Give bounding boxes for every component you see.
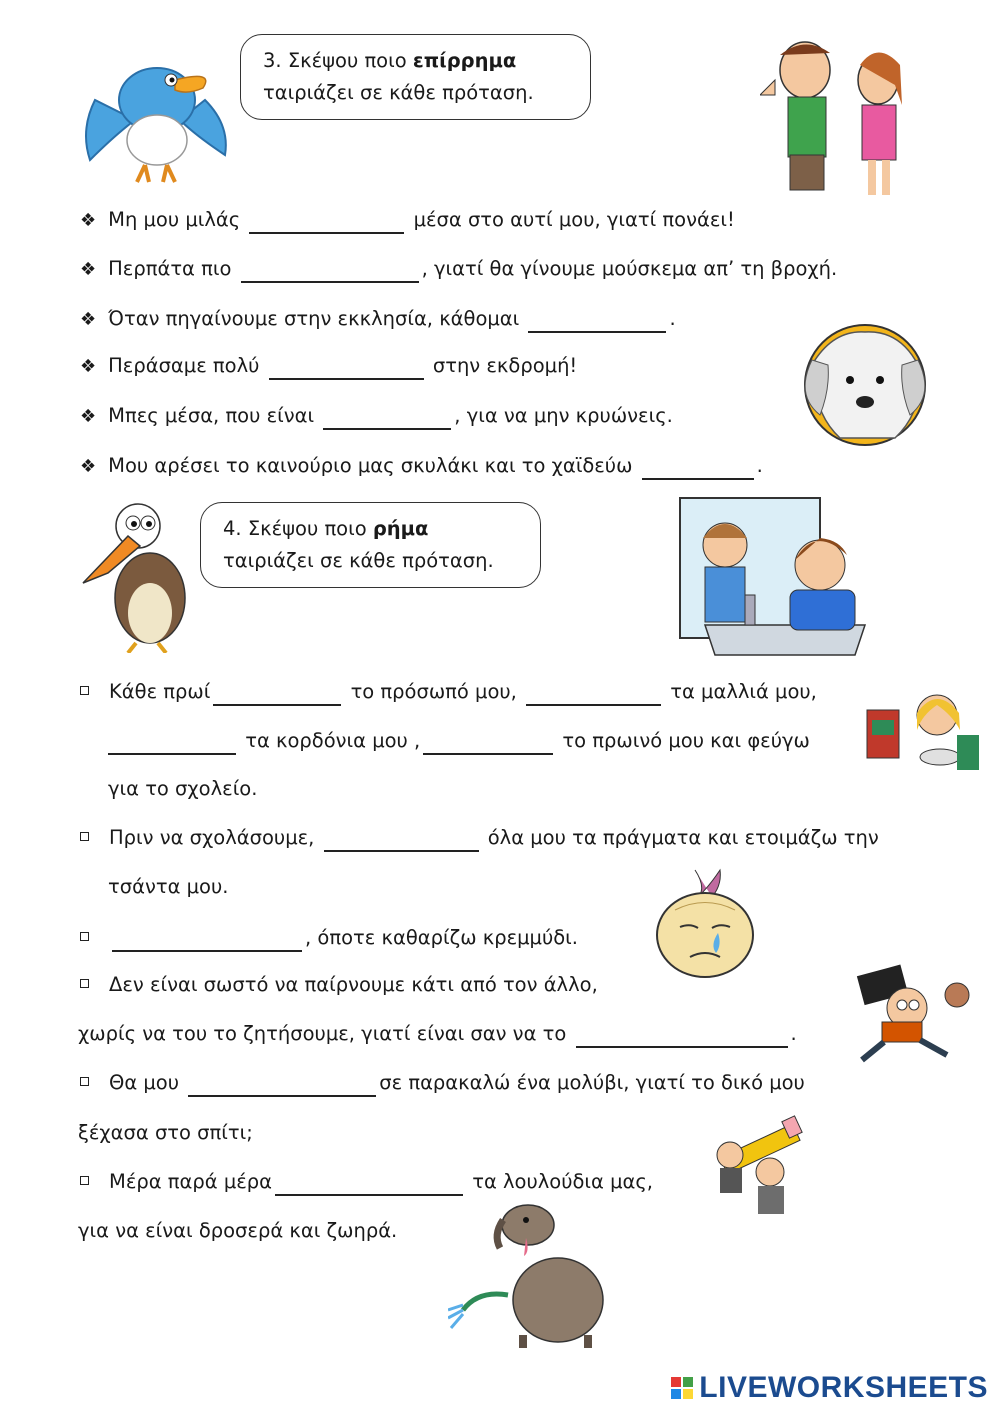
exercise-3-text-line2: ταιριάζει σε κάθε πρόταση. xyxy=(263,81,534,104)
answer-field[interactable] xyxy=(249,210,404,234)
square-bullet-icon xyxy=(80,932,89,941)
answer-field[interactable] xyxy=(275,1172,463,1196)
answer-field[interactable] xyxy=(108,731,236,755)
exercise-3-item: ❖ Μπες μέσα, που είναι , για να μην κρυώνεις. xyxy=(80,403,673,430)
exercise-4-number: 4. xyxy=(223,517,242,540)
exercise-4-item-continued: χωρίς να του το ζητήσουμε, γιατί είναι σαν να το . xyxy=(78,1021,797,1048)
bird-illustration xyxy=(75,40,235,190)
square-bullet-icon xyxy=(80,1176,89,1185)
square-bullet-icon xyxy=(80,832,89,841)
answer-field[interactable] xyxy=(241,259,419,283)
answer-field[interactable] xyxy=(528,309,666,333)
exercise-4-item: Μέρα παρά μέρα τα λουλούδια μας, xyxy=(80,1169,653,1196)
answer-field[interactable] xyxy=(526,682,661,706)
pelican-illustration xyxy=(78,498,208,653)
exercise-3-keyword: επίρρημα xyxy=(412,49,517,72)
pencil-people-illustration xyxy=(700,1110,810,1215)
answer-field[interactable] xyxy=(188,1073,376,1097)
answer-field[interactable] xyxy=(323,406,451,430)
ear-whisper-illustration xyxy=(760,35,940,200)
diamond-bullet-icon: ❖ xyxy=(80,259,97,280)
exercise-4-item: Θα μου σε παρακαλώ ένα μολύβι, γιατί το δικό μου xyxy=(80,1070,805,1097)
exercise-3-text: Σκέψου ποιο xyxy=(287,49,407,72)
answer-field[interactable] xyxy=(269,356,424,380)
exercise-3-instruction-bubble xyxy=(240,34,591,120)
exercise-4-item-continued: τα κορδόνια μου , το πρωινό μου και φεύγω xyxy=(105,728,810,755)
boy-washing-face-illustration xyxy=(665,490,885,665)
dog-watering-plants-illustration xyxy=(448,1200,618,1350)
liveworksheets-logo-text: LIVEWORKSHEETS xyxy=(699,1371,988,1404)
exercise-4-item-continued: για το σχολείο. xyxy=(108,777,258,800)
answer-field[interactable] xyxy=(324,828,479,852)
dog-illustration xyxy=(790,320,940,450)
exercise-4-item-continued: τσάντα μου. xyxy=(108,875,229,898)
diamond-bullet-icon: ❖ xyxy=(80,456,97,477)
exercise-3-item: ❖ Περάσαμε πολύ στην εκδρομή! xyxy=(80,353,577,380)
exercise-4-item: Πριν να σχολάσουμε, όλα μου τα πράγματα και ετοιμάζω την xyxy=(80,825,879,852)
liveworksheets-logo[interactable] xyxy=(671,1371,988,1405)
exercise-4-text: Σκέψου ποιο xyxy=(247,517,367,540)
exercise-4-text-line2: ταιριάζει σε κάθε πρόταση. xyxy=(223,549,494,572)
square-bullet-icon xyxy=(80,979,89,988)
exercise-3-item: ❖ Μου αρέσει το καινούριο μας σκυλάκι και το χαϊδεύω . xyxy=(80,453,763,480)
answer-field[interactable] xyxy=(213,682,341,706)
exercise-3-item: ❖ Περπάτα πιο , γιατί θα γίνουμε μούσκεμα απ’ τη βροχή. xyxy=(80,256,837,283)
exercise-3-item: ❖ Όταν πηγαίνουμε στην εκκλησία, κάθομαι . xyxy=(80,306,676,333)
exercise-4-item-continued: ξέχασα στο σπίτι; xyxy=(78,1121,253,1144)
exercise-4-item: , όποτε καθαρίζω κρεμμύδι. xyxy=(80,925,578,952)
square-bullet-icon xyxy=(80,1077,89,1086)
exercise-4-instruction-bubble xyxy=(200,502,541,588)
diamond-bullet-icon: ❖ xyxy=(80,406,97,427)
girl-eating-breakfast-illustration xyxy=(862,685,982,775)
answer-field[interactable] xyxy=(642,456,754,480)
running-thief-illustration xyxy=(832,960,972,1065)
exercise-3-item: ❖ Μη μου μιλάς μέσα στο αυτί μου, γιατί πονάει! xyxy=(80,207,735,234)
answer-field[interactable] xyxy=(112,928,302,952)
square-bullet-icon xyxy=(80,686,89,695)
exercise-3-number: 3. xyxy=(263,49,282,72)
liveworksheets-logo-icon xyxy=(671,1377,693,1399)
exercise-4-item: Δεν είναι σωστό να παίρνουμε κάτι από τον άλλο, xyxy=(80,972,598,998)
crying-onion-illustration xyxy=(650,865,760,980)
exercise-4-item: Κάθε πρωί το πρόσωπό μου, τα μαλλιά μου, xyxy=(80,679,817,706)
diamond-bullet-icon: ❖ xyxy=(80,309,97,330)
answer-field[interactable] xyxy=(423,731,553,755)
diamond-bullet-icon: ❖ xyxy=(80,356,97,377)
diamond-bullet-icon: ❖ xyxy=(80,210,97,231)
answer-field[interactable] xyxy=(576,1024,788,1048)
exercise-4-keyword: ρήμα xyxy=(372,517,429,540)
exercise-4-item-continued: για να είναι δροσερά και ζωηρά. xyxy=(78,1219,398,1242)
